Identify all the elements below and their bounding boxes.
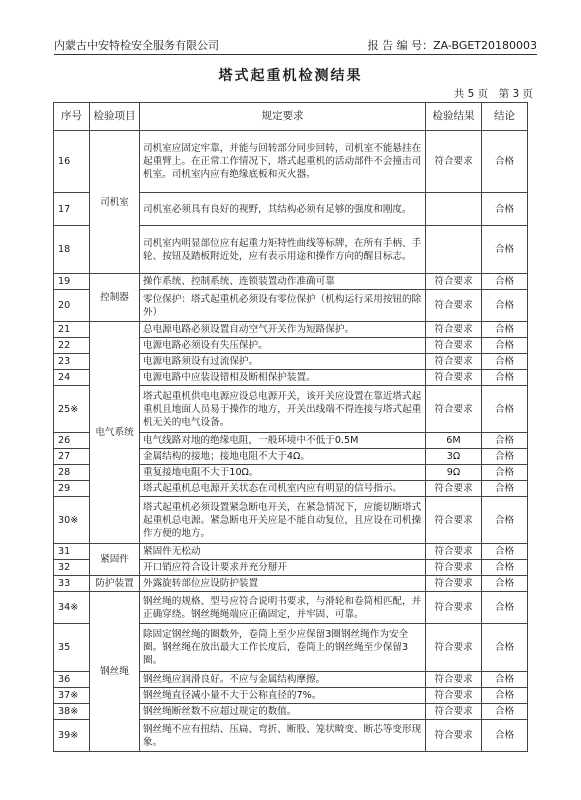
- result-cell: 符合要求: [426, 370, 482, 386]
- conclusion-cell: 合格: [482, 576, 528, 592]
- result-cell: 符合要求: [426, 290, 482, 322]
- requirement-text: 司机室必须具有良好的视野，其结构必须有足够的强度和刚度。: [140, 193, 426, 226]
- requirement-text: 塔式起重机总电源开关状态在司机室内应有明显的信号指示。: [140, 481, 426, 497]
- inspection-table: [53, 102, 528, 752]
- row-number: 34※: [54, 592, 90, 624]
- requirement-text: 司机室应固定牢靠，并能与回转部分同步回转，司机室不能悬挂在起重臂上。在正常工作情况下，塔式起重机的活动部件不会撞击司机室。司机室内应有绝缘底板和灭火器。: [140, 131, 426, 193]
- result-cell: 3Ω: [426, 449, 482, 465]
- row-number: 35: [54, 624, 90, 672]
- requirement-text: 司机室内明显部位应有起重力矩特性曲线等标牌，在所有手柄、手轮、按钮及踏板附近处，应有表示用途和操作方向的醒目标志。: [140, 226, 426, 274]
- requirement-text: 总电源电路必须设置自动空气开关作为短路保护。: [140, 322, 426, 338]
- requirement-text: 电源电路中应装设错相及断相保护装置。: [140, 370, 426, 386]
- result-cell: 6M: [426, 433, 482, 449]
- row-number: 39※: [54, 720, 90, 752]
- conclusion-cell: 合格: [482, 560, 528, 576]
- row-number: 21: [54, 322, 90, 338]
- conclusion-cell: 合格: [482, 497, 528, 544]
- conclusion-cell: 合格: [482, 672, 528, 688]
- item-group-control: 控制器: [90, 274, 140, 322]
- conclusion-cell: 合格: [482, 322, 528, 338]
- requirement-text: 紧固件无松动: [140, 544, 426, 560]
- result-cell: 符合要求: [426, 274, 482, 290]
- col-header-result: 检验结果: [426, 103, 482, 131]
- requirement-text: 外露旋转部位应设防护装置: [140, 576, 426, 592]
- header-divider: [54, 54, 537, 55]
- row-number: 17: [54, 193, 90, 226]
- result-cell: 符合要求: [426, 576, 482, 592]
- conclusion-cell: 合格: [482, 481, 528, 497]
- result-cell: 符合要求: [426, 560, 482, 576]
- requirement-text: 塔式起重机供电电源应设总电源开关，该开关应设置在靠近塔式起重机且地面人员易于操作的地方，开关出线端不得连接与塔式起重机无关的电气设备。: [140, 386, 426, 433]
- item-group-guard: 防护装置: [90, 576, 140, 592]
- row-number: 32: [54, 560, 90, 576]
- conclusion-cell: 合格: [482, 354, 528, 370]
- row-number: 31: [54, 544, 90, 560]
- requirement-text: 操作系统、控制系统、连锁装置动作准确可靠: [140, 274, 426, 290]
- table-row: [54, 592, 528, 624]
- row-number: 23: [54, 354, 90, 370]
- table-row: [54, 274, 528, 290]
- result-cell: 符合要求: [426, 624, 482, 672]
- row-number: 28: [54, 465, 90, 481]
- row-number: 38※: [54, 704, 90, 720]
- item-group-electrical: 电气系统: [90, 322, 140, 544]
- row-number: 19: [54, 274, 90, 290]
- result-cell: 符合要求: [426, 354, 482, 370]
- conclusion-cell: 合格: [482, 465, 528, 481]
- company-name: 内蒙古中安特检安全服务有限公司: [54, 39, 219, 52]
- requirement-text: 零位保护：塔式起重机必须设有零位保护（机构运行采用按钮的除外）: [140, 290, 426, 322]
- result-cell: 9Ω: [426, 465, 482, 481]
- requirement-text: 电源电路须设有过流保护。: [140, 354, 426, 370]
- table-row: [54, 131, 528, 193]
- report-number: 报 告 编 号：ZA-BGET20180003: [367, 39, 537, 52]
- result-cell: 符合要求: [426, 720, 482, 752]
- table-row: [54, 576, 528, 592]
- requirement-text: 重复接地电阻不大于10Ω。: [140, 465, 426, 481]
- conclusion-cell: 合格: [482, 433, 528, 449]
- col-header-conclusion: 结论: [482, 103, 528, 131]
- row-number: 33: [54, 576, 90, 592]
- conclusion-cell: 合格: [482, 624, 528, 672]
- conclusion-cell: 合格: [482, 193, 528, 226]
- item-group-cab: 司机室: [90, 131, 140, 274]
- result-cell: 符合要求: [426, 131, 482, 193]
- result-cell: [426, 193, 482, 226]
- result-cell: 符合要求: [426, 544, 482, 560]
- requirement-text: 钢丝绳不应有扭结、压扁、弯折、断股、笼状畸变、断芯等变形现象。: [140, 720, 426, 752]
- result-cell: 符合要求: [426, 688, 482, 704]
- row-number: 26: [54, 433, 90, 449]
- result-cell: 符合要求: [426, 704, 482, 720]
- requirement-text: 钢丝绳应润滑良好。不应与金属结构摩擦。: [140, 672, 426, 688]
- col-header-item: 检验项目: [90, 103, 140, 131]
- result-cell: 符合要求: [426, 497, 482, 544]
- conclusion-cell: 合格: [482, 226, 528, 274]
- result-cell: 符合要求: [426, 322, 482, 338]
- page-indicator: 共 5 页 第 3 页: [453, 88, 533, 100]
- result-cell: 符合要求: [426, 386, 482, 433]
- conclusion-cell: 合格: [482, 688, 528, 704]
- table-row: [54, 322, 528, 338]
- conclusion-cell: 合格: [482, 704, 528, 720]
- requirement-text: 钢丝绳的规格、型号应符合说明书要求，与滑轮和卷筒相匹配，并正确穿绕。钢丝绳绳端应正确固定，并牢固、可靠。: [140, 592, 426, 624]
- row-number: 20: [54, 290, 90, 322]
- requirement-text: 除固定钢丝绳的圈数外，卷筒上至少应保留3圈钢丝绳作为安全圈。钢丝绳在放出最大工作长度后，卷筒上的钢丝绳至少保留3圈。: [140, 624, 426, 672]
- conclusion-cell: 合格: [482, 338, 528, 354]
- requirement-text: 金属结构的接地；接地电阻不大于4Ω。: [140, 449, 426, 465]
- conclusion-cell: 合格: [482, 274, 528, 290]
- col-header-requirement: 规定要求: [140, 103, 426, 131]
- page-header: [54, 32, 537, 52]
- result-cell: 符合要求: [426, 672, 482, 688]
- requirement-text: 塔式起重机必须设置紧急断电开关，在紧急情况下，应能切断塔式起重机总电源。紧急断电开关应是不能自动复位，且应设在司机操作方便的地方。: [140, 497, 426, 544]
- conclusion-cell: 合格: [482, 131, 528, 193]
- row-number: 29: [54, 481, 90, 497]
- result-cell: [426, 226, 482, 274]
- requirement-text: 电源电路必须设有失压保护。: [140, 338, 426, 354]
- item-group-fastener: 紧固件: [90, 544, 140, 576]
- row-number: 25※: [54, 386, 90, 433]
- document-title: 塔式起重机检测结果: [218, 68, 363, 84]
- conclusion-cell: 合格: [482, 592, 528, 624]
- row-number: 36: [54, 672, 90, 688]
- conclusion-cell: 合格: [482, 544, 528, 560]
- conclusion-cell: 合格: [482, 290, 528, 322]
- requirement-text: 开口销应符合设计要求并充分掰开: [140, 560, 426, 576]
- requirement-text: 钢丝绳断丝数不应超过规定的数值。: [140, 704, 426, 720]
- conclusion-cell: 合格: [482, 370, 528, 386]
- row-number: 22: [54, 338, 90, 354]
- result-cell: 符合要求: [426, 481, 482, 497]
- requirement-text: 电气线路对地的绝缘电阻，一般环境中不低于0.5M: [140, 433, 426, 449]
- row-number: 24: [54, 370, 90, 386]
- requirement-text: 钢丝绳直径减小量不大于公称直径的7%。: [140, 688, 426, 704]
- item-group-rope: 钢丝绳: [90, 592, 140, 752]
- table-header-row: [54, 103, 528, 131]
- row-number: 16: [54, 131, 90, 193]
- col-header-no: 序号: [54, 103, 90, 131]
- result-cell: 符合要求: [426, 338, 482, 354]
- row-number: 18: [54, 226, 90, 274]
- result-cell: 符合要求: [426, 592, 482, 624]
- row-number: 37※: [54, 688, 90, 704]
- conclusion-cell: 合格: [482, 720, 528, 752]
- conclusion-cell: 合格: [482, 386, 528, 433]
- conclusion-cell: 合格: [482, 449, 528, 465]
- row-number: 30※: [54, 497, 90, 544]
- table-row: [54, 544, 528, 560]
- row-number: 27: [54, 449, 90, 465]
